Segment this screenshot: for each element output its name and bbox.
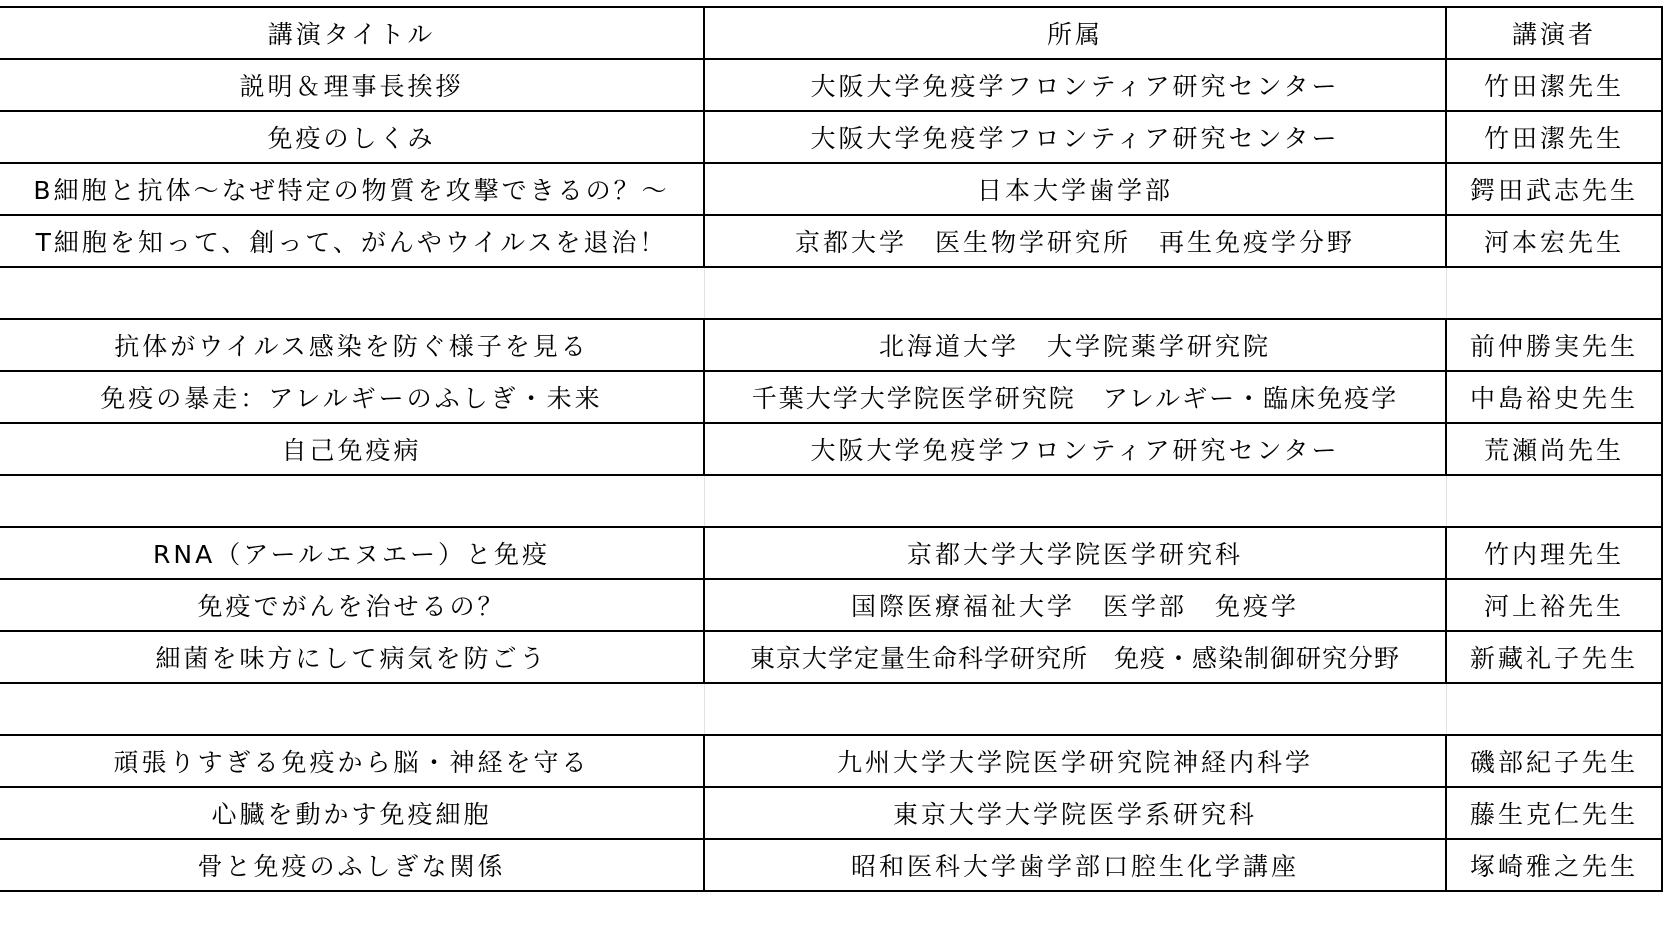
affiliation-cell: 東京大学大学院医学系研究科 bbox=[704, 787, 1446, 839]
affiliation-cell: 大阪大学免疫学フロンティア研究センター bbox=[704, 423, 1446, 475]
table-header-row bbox=[0, 7, 1662, 59]
blank-cell bbox=[1446, 683, 1662, 735]
blank-cell bbox=[1446, 267, 1662, 319]
affiliation-cell: 大阪大学免疫学フロンティア研究センター bbox=[704, 59, 1446, 111]
lecture-title-cell: RNA（アールエヌエー）と免疫 bbox=[0, 527, 704, 579]
lecture-title-cell: 頑張りすぎる免疫から脳・神経を守る bbox=[0, 735, 704, 787]
speaker-cell: 藤生克仁先生 bbox=[1446, 787, 1662, 839]
lecture-title-cell: 自己免疫病 bbox=[0, 423, 704, 475]
affiliation-cell: 東京大学定量生命科学研究所 免疫・感染制御研究分野 bbox=[704, 631, 1446, 683]
lecture-title-cell: T細胞を知って、創って、がんやウイルスを退治！ bbox=[0, 215, 704, 267]
lecture-title-cell: B細胞と抗体～なぜ特定の物質を攻撃できるの？～ bbox=[0, 163, 704, 215]
blank-cell bbox=[704, 475, 1446, 527]
lecture-schedule-sheet bbox=[0, 6, 1662, 892]
table-row bbox=[0, 215, 1662, 267]
table-row bbox=[0, 787, 1662, 839]
affiliation-cell: 昭和医科大学歯学部口腔生化学講座 bbox=[704, 839, 1446, 891]
column-header-speaker: 講演者 bbox=[1446, 7, 1662, 59]
table-row bbox=[0, 527, 1662, 579]
blank-cell bbox=[0, 683, 704, 735]
affiliation-cell: 京都大学 医生物学研究所 再生免疫学分野 bbox=[704, 215, 1446, 267]
lecture-title-cell: 骨と免疫のふしぎな関係 bbox=[0, 839, 704, 891]
table-row bbox=[0, 59, 1662, 111]
affiliation-cell: 北海道大学 大学院薬学研究院 bbox=[704, 319, 1446, 371]
affiliation-cell: 国際医療福祉大学 医学部 免疫学 bbox=[704, 579, 1446, 631]
lecture-title-cell: 免疫でがんを治せるの？ bbox=[0, 579, 704, 631]
lecture-title-cell: 抗体がウイルス感染を防ぐ様子を見る bbox=[0, 319, 704, 371]
speaker-cell: 荒瀬尚先生 bbox=[1446, 423, 1662, 475]
table-row bbox=[0, 111, 1662, 163]
speaker-cell: 中島裕史先生 bbox=[1446, 371, 1662, 423]
table-row-blank bbox=[0, 267, 1662, 319]
table-row bbox=[0, 423, 1662, 475]
speaker-cell: 前仲勝実先生 bbox=[1446, 319, 1662, 371]
speaker-cell: 鍔田武志先生 bbox=[1446, 163, 1662, 215]
blank-cell bbox=[0, 475, 704, 527]
lecture-title-cell: 免疫の暴走：アレルギーのふしぎ・未来 bbox=[0, 371, 704, 423]
speaker-cell: 河本宏先生 bbox=[1446, 215, 1662, 267]
speaker-cell: 磯部紀子先生 bbox=[1446, 735, 1662, 787]
speaker-cell: 竹田潔先生 bbox=[1446, 111, 1662, 163]
table-row bbox=[0, 163, 1662, 215]
table-row bbox=[0, 631, 1662, 683]
blank-cell bbox=[1446, 475, 1662, 527]
affiliation-cell: 京都大学大学院医学研究科 bbox=[704, 527, 1446, 579]
table-row bbox=[0, 371, 1662, 423]
speaker-cell: 新藏礼子先生 bbox=[1446, 631, 1662, 683]
affiliation-cell: 千葉大学大学院医学研究院 アレルギー・臨床免疫学 bbox=[704, 371, 1446, 423]
lecture-title-cell: 説明＆理事長挨拶 bbox=[0, 59, 704, 111]
speaker-cell: 竹田潔先生 bbox=[1446, 59, 1662, 111]
column-header-affiliation: 所属 bbox=[704, 7, 1446, 59]
table-row bbox=[0, 319, 1662, 371]
blank-cell bbox=[0, 267, 704, 319]
speaker-cell: 河上裕先生 bbox=[1446, 579, 1662, 631]
table-row-blank bbox=[0, 475, 1662, 527]
lecture-title-cell: 免疫のしくみ bbox=[0, 111, 704, 163]
affiliation-cell: 九州大学大学院医学研究院神経内科学 bbox=[704, 735, 1446, 787]
blank-cell bbox=[704, 267, 1446, 319]
column-header-title: 講演タイトル bbox=[0, 7, 704, 59]
speaker-cell: 竹内理先生 bbox=[1446, 527, 1662, 579]
table-row bbox=[0, 839, 1662, 891]
affiliation-cell: 日本大学歯学部 bbox=[704, 163, 1446, 215]
lecture-title-cell: 心臓を動かす免疫細胞 bbox=[0, 787, 704, 839]
table-row bbox=[0, 579, 1662, 631]
table-row bbox=[0, 735, 1662, 787]
affiliation-cell: 大阪大学免疫学フロンティア研究センター bbox=[704, 111, 1446, 163]
lecture-title-cell: 細菌を味方にして病気を防ごう bbox=[0, 631, 704, 683]
speaker-cell: 塚崎雅之先生 bbox=[1446, 839, 1662, 891]
blank-cell bbox=[704, 683, 1446, 735]
lecture-table bbox=[0, 6, 1663, 892]
table-row-blank bbox=[0, 683, 1662, 735]
